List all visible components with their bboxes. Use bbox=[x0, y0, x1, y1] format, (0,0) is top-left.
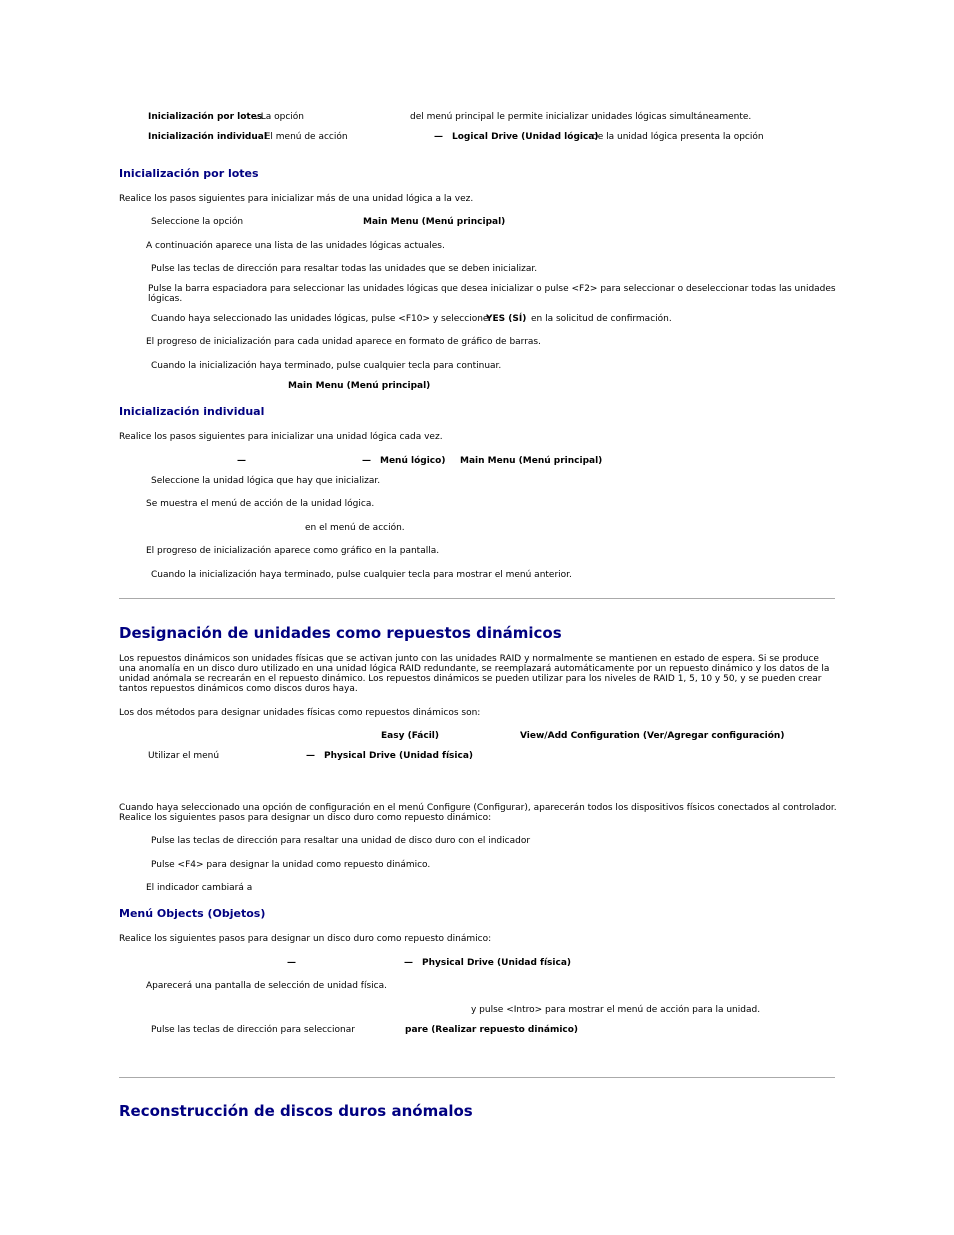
paragraph: Realice los pasos siguientes para inicializar más de una unidad lógica a la vez. bbox=[119, 194, 474, 204]
dash: — bbox=[434, 132, 443, 142]
step-text: Cuando haya seleccionado las unidades lógicas, pulse <F10> y seleccione bbox=[151, 314, 489, 324]
step-bold: Menú lógico) bbox=[380, 456, 446, 466]
method-bold: Physical Drive (Unidad física) bbox=[324, 751, 474, 761]
heading-objects-menu: Menú Objects (Objetos) bbox=[119, 907, 266, 920]
dash: — bbox=[287, 958, 296, 968]
method-text: Utilizar el menú bbox=[148, 751, 220, 761]
section-divider bbox=[119, 598, 835, 599]
step-text: Cuando la inicialización haya terminado, pulse cualquier tecla para continuar. bbox=[151, 361, 502, 371]
intro-bold-logical-drive: Logical Drive (Unidad lógica) bbox=[452, 132, 599, 142]
dash: — bbox=[306, 751, 315, 761]
step-note: El progreso de inicialización aparece como gráfico en la pantalla. bbox=[146, 546, 440, 556]
intro-bold-individual: Inicialización individual bbox=[148, 132, 267, 142]
step-text: Seleccione la opción bbox=[151, 217, 244, 227]
paragraph: Los dos métodos para designar unidades físicas como repuestos dinámicos son: bbox=[119, 708, 481, 718]
step-text: Pulse <F4> para designar la unidad como repuesto dinámico. bbox=[151, 860, 431, 870]
step-text: Pulse las teclas de dirección para seleccionar bbox=[151, 1025, 355, 1035]
heading-individual-init: Inicialización individual bbox=[119, 405, 265, 418]
step-bold: Physical Drive (Unidad física) bbox=[422, 958, 572, 968]
step-note: El indicador cambiará a bbox=[146, 883, 253, 893]
dash: — bbox=[237, 456, 246, 466]
step-bold: Main Menu (Menú principal) bbox=[460, 456, 603, 466]
intro-text: de la unidad lógica presenta la opción bbox=[592, 132, 764, 142]
paragraph: Realice los pasos siguientes para inicializar una unidad lógica cada vez. bbox=[119, 432, 443, 442]
step-text: Pulse la barra espaciadora para seleccionar las unidades lógicas que desea inicializar o pulse <F2> para seleccionar o deseleccionar todas las unidades lógicas. bbox=[148, 284, 836, 304]
section-divider bbox=[119, 1077, 835, 1078]
step-text: en el menú de acción. bbox=[305, 523, 405, 533]
intro-text: del menú principal le permite inicializar unidades lógicas simultáneamente. bbox=[410, 112, 752, 122]
step-bold: pare (Realizar repuesto dinámico) bbox=[405, 1025, 579, 1035]
intro-text: . El menú de acción bbox=[259, 132, 348, 142]
step-note: A continuación aparece una lista de las unidades lógicas actuales. bbox=[146, 241, 445, 251]
intro-bold-batch: Inicialización por lotes bbox=[148, 112, 263, 122]
dash: — bbox=[404, 958, 413, 968]
step-text: Seleccione la unidad lógica que hay que inicializar. bbox=[151, 476, 381, 486]
heading-rebuild: Reconstrucción de discos duros anómalos bbox=[119, 1102, 473, 1120]
step-text: Pulse las teclas de dirección para resaltar una unidad de disco duro con el indicador bbox=[151, 836, 531, 846]
heading-batch-init: Inicialización por lotes bbox=[119, 167, 259, 180]
intro-text: . La opción bbox=[255, 112, 304, 122]
step-text: Cuando la inicialización haya terminado, pulse cualquier tecla para mostrar el menú anterior. bbox=[151, 570, 572, 580]
step-bold: Main Menu (Menú principal) bbox=[363, 217, 506, 227]
step-bold: Main Menu (Menú principal) bbox=[288, 381, 431, 391]
step-text: en la solicitud de confirmación. bbox=[531, 314, 672, 324]
paragraph: Cuando haya seleccionado una opción de configuración en el menú Configure (Configurar), aparecerán todos los dispositivos físicos conectados al controlador. Realice los siguientes pasos para designar un disco duro como repuesto dinámico: bbox=[119, 803, 837, 823]
step-note: El progreso de inicialización para cada unidad aparece en formato de gráfico de barras. bbox=[146, 337, 541, 347]
paragraph: Realice los siguientes pasos para designar un disco duro como repuesto dinámico: bbox=[119, 934, 492, 944]
paragraph: Los repuestos dinámicos son unidades físicas que se activan junto con las unidades RAID y normalmente se mantienen en estado de espera. Si se produce una anomalía en un disco duro utilizado en una unidad lógica RAID redundante, se reemplazará automáticamente por un repuesto dinámico y los datos de la unidad anómala se recrearán en el repuesto dinámico. Los repuestos dinámicos se pueden utilizar para los niveles de RAID 1, 5, 10 y 50, y se pueden crear tantos repuestos dinámicos como discos duros haya. bbox=[119, 654, 830, 694]
method-bold: Easy (Fácil) bbox=[381, 731, 440, 741]
step-note: Se muestra el menú de acción de la unidad lógica. bbox=[146, 499, 375, 509]
step-bold: YES (SÍ) bbox=[486, 314, 527, 324]
method-bold: View/Add Configuration (Ver/Agregar configuración) bbox=[520, 731, 785, 741]
step-note: Aparecerá una pantalla de selección de unidad física. bbox=[146, 981, 387, 991]
dash: — bbox=[362, 456, 371, 466]
step-text: Pulse las teclas de dirección para resaltar todas las unidades que se deben inicializar. bbox=[151, 264, 538, 274]
step-text: y pulse <Intro> para mostrar el menú de acción para la unidad. bbox=[471, 1005, 761, 1015]
heading-hot-spares: Designación de unidades como repuestos dinámicos bbox=[119, 624, 562, 642]
